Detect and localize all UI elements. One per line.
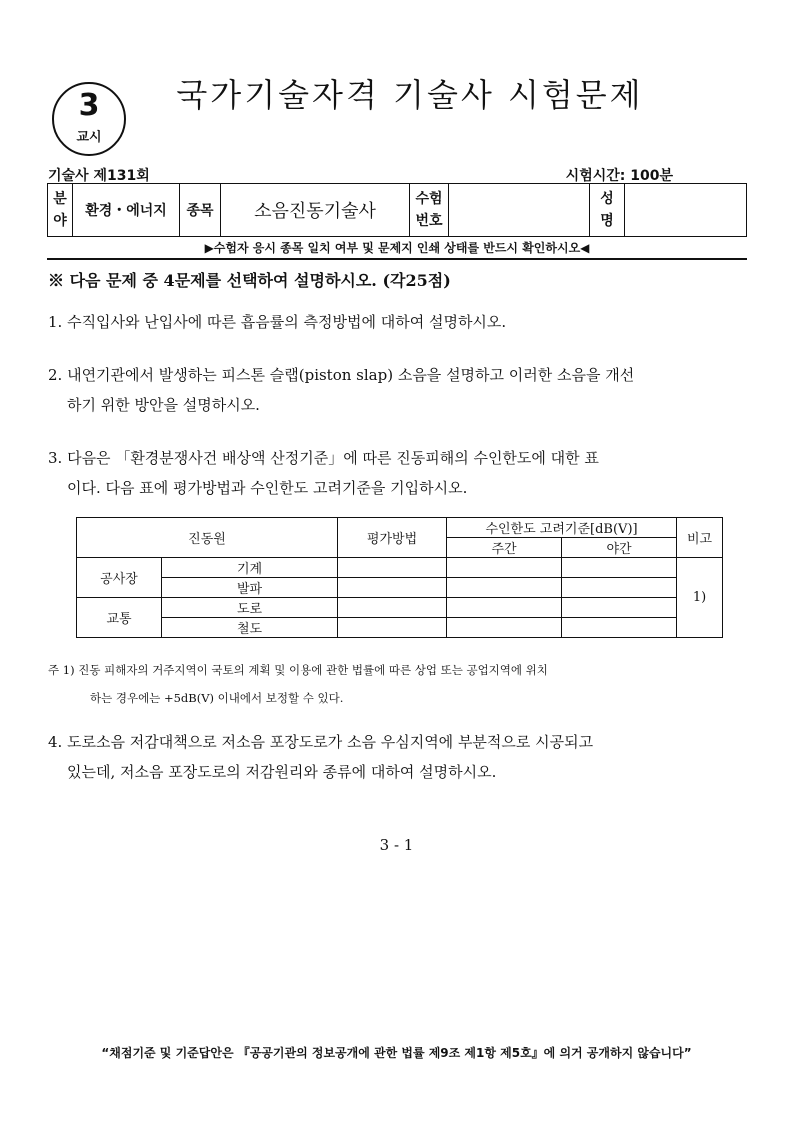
question-2-line-2: 하기 위한 방안을 설명하시오. <box>67 396 260 414</box>
header-remark: 비고 <box>677 518 723 558</box>
footnote-line-1: 주 1) 진동 피해자의 거주지역이 국토의 계획 및 이용에 관한 법률에 따른 상업 또는 공업지역에 위치 <box>48 663 548 677</box>
cell-road-day[interactable] <box>447 598 562 618</box>
row-road: 도로 <box>162 598 338 618</box>
field-value: 환경・에너지 <box>73 184 180 237</box>
name-label-top: 성 <box>600 191 614 207</box>
item-label: 종목 <box>180 184 221 237</box>
cell-rail-night[interactable] <box>562 618 677 638</box>
field-label-cell <box>48 184 73 237</box>
instruction: ※ 다음 문제 중 4문제를 선택하여 설명하시오. (각25점) <box>48 271 451 290</box>
row-machine: 기계 <box>162 558 338 578</box>
group-traffic: 교통 <box>77 598 162 638</box>
question-3 <box>48 443 748 503</box>
name-label-bottom: 명 <box>600 213 614 229</box>
header-limit: 수인한도 고려기준[dB(V)] <box>447 518 677 538</box>
page-number: 3 - 1 <box>379 836 414 854</box>
header-night: 야간 <box>562 538 677 558</box>
cell-road-method[interactable] <box>338 598 447 618</box>
period-label: 교시 <box>76 130 102 145</box>
question-4 <box>48 727 748 787</box>
cell-blast-method[interactable] <box>338 578 447 598</box>
question-3-line-1: 3. 다음은 「환경분쟁사건 배상액 산정기준」에 따른 진동피해의 수인한도에 대한 표 <box>48 449 599 467</box>
cell-machine-night[interactable] <box>562 558 677 578</box>
exam-no-label-cell <box>410 184 449 237</box>
exam-no-label-top: 수험 <box>415 191 443 207</box>
question-1-text: 1. 수직입사와 난입사에 따른 흡음률의 측정방법에 대하여 설명하시오. <box>48 313 507 331</box>
remark-cell: 1) <box>677 558 723 638</box>
cell-machine-method[interactable] <box>338 558 447 578</box>
name-label-cell <box>590 184 625 237</box>
exam-round: 기술사 제131회 <box>48 168 150 184</box>
exam-info-table <box>47 183 747 237</box>
question-1 <box>48 307 748 337</box>
cell-road-night[interactable] <box>562 598 677 618</box>
exam-time: 시험시간: 100분 <box>565 168 673 184</box>
divider <box>47 258 747 260</box>
question-2 <box>48 360 748 420</box>
header-day: 주간 <box>447 538 562 558</box>
vibration-tolerance-table <box>76 517 723 638</box>
disclosure-footer: “채점기준 및 기준답안은 『공공기관의 정보공개에 관한 법률 제9조 제1항 제5호』에 의거 공개하지 않습니다” <box>101 1046 692 1060</box>
question-4-line-2: 있는데, 저소음 포장도로의 저감원리와 종류에 대하여 설명하시오. <box>67 763 497 781</box>
page-title: 국가기술자격 기술사 시험문제 <box>176 76 644 114</box>
row-blast: 발파 <box>162 578 338 598</box>
header-source: 진동원 <box>77 518 338 558</box>
cell-rail-method[interactable] <box>338 618 447 638</box>
exam-no-field[interactable] <box>449 184 590 237</box>
item-value: 소음진동기술사 <box>221 184 410 237</box>
question-2-line-1: 2. 내연기관에서 발생하는 피스톤 슬랩(piston slap) 소음을 설명하고 이러한 소음을 개선 <box>48 366 635 384</box>
header-method: 평가방법 <box>338 518 447 558</box>
footnote-line-2: 하는 경우에는 +5dB(V) 이내에서 보정할 수 있다. <box>90 691 344 705</box>
table-footnote <box>48 656 748 712</box>
period-badge <box>52 82 126 156</box>
field-label-top: 분 <box>53 191 67 207</box>
period-number: 3 <box>78 88 100 123</box>
exam-no-label-bottom: 번호 <box>415 213 443 229</box>
cell-blast-night[interactable] <box>562 578 677 598</box>
question-4-line-1: 4. 도로소음 저감대책으로 저소음 포장도로가 소음 우심지역에 부분적으로 시공되고 <box>48 733 594 751</box>
question-3-line-2: 이다. 다음 표에 평가방법과 수인한도 고려기준을 기입하시오. <box>67 479 468 497</box>
cell-machine-day[interactable] <box>447 558 562 578</box>
name-field[interactable] <box>625 184 747 237</box>
cell-rail-day[interactable] <box>447 618 562 638</box>
cell-blast-day[interactable] <box>447 578 562 598</box>
group-construction: 공사장 <box>77 558 162 598</box>
field-label-bottom: 야 <box>53 213 67 229</box>
row-rail: 철도 <box>162 618 338 638</box>
notice-banner: ▶수험자 응시 종목 일치 여부 및 문제지 인쇄 상태를 반드시 확인하시오◀ <box>204 241 590 255</box>
